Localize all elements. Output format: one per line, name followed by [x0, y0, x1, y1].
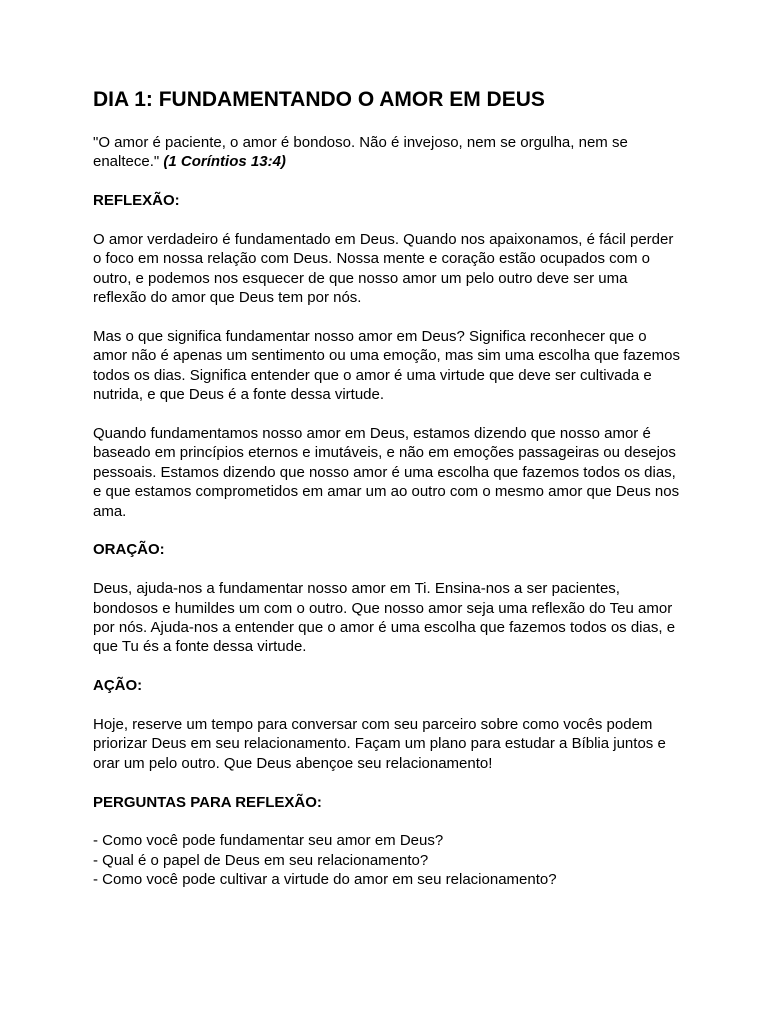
question-item-3: - Como você pode cultivar a virtude do amor em seu relacionamento?: [93, 871, 557, 889]
bible-verse: [93, 133, 683, 172]
action-heading: AÇÃO:: [93, 677, 143, 695]
reflection-heading: REFLEXÃO:: [93, 192, 180, 210]
question-item-2: - Qual é o papel de Deus em seu relacionamento?: [93, 851, 429, 869]
document-page: [93, 86, 683, 890]
reflection-paragraph-3: Quando fundamentamos nosso amor em Deus, estamos dizendo que nosso amor é baseado em princípios eternos e imutáveis, e não em emoções passageiras ou desejos pessoais. Estamos dizendo que nosso amor é uma escolha que fazemos todos os dias, e que estamos comprometidos em amar um ao outro com o mesmo amor que Deus nos ama.: [93, 425, 680, 520]
verse-text: "O amor é paciente, o amor é bondoso. Não é invejoso, nem se orgulha, nem se enaltece.": [93, 134, 628, 171]
prayer-text: Deus, ajuda-nos a fundamentar nosso amor em Ti. Ensina-nos a ser pacientes, bondosos e humildes um com o outro. Que nosso amor seja uma reflexão do Teu amor por nós. Ajuda-nos a entender que o amor é uma escolha que fazemos todos os dias, e que Tu és a fonte dessa virtude.: [93, 580, 676, 656]
questions-heading: PERGUNTAS PARA REFLEXÃO:: [93, 793, 322, 811]
reflection-paragraph-1: O amor verdadeiro é fundamentado em Deus. Quando nos apaixonamos, é fácil perder o foco em nossa relação com Deus. Nossa mente e coração estão ocupados com o outro, e podemos nos esquecer de que nosso amor um pelo outro deve ser uma reflexão do amor que Deus tem por nós.: [93, 231, 674, 307]
question-item-1: - Como você pode fundamentar seu amor em Deus?: [93, 832, 444, 850]
verse-reference: (1 Coríntios 13:4): [163, 153, 286, 171]
page-title: DIA 1: FUNDAMENTANDO O AMOR EM DEUS: [93, 88, 545, 111]
prayer-heading: ORAÇÃO:: [93, 541, 165, 559]
questions-list: [93, 831, 683, 889]
reflection-paragraph-2: Mas o que significa fundamentar nosso amor em Deus? Significa reconhecer que o amor não é apenas um sentimento ou uma emoção, mas sim uma escolha que fazemos todos os dias. Significa entender que o amor é uma virtude que deve ser cultivada e nutrida, e que Deus é a fonte dessa virtude.: [93, 328, 680, 404]
action-text: Hoje, reserve um tempo para conversar com seu parceiro sobre como vocês podem priorizar Deus em seu relacionamento. Façam um plano para estudar a Bíblia juntos e orar um pelo outro. Que Deus abençoe seu relacionamento!: [93, 716, 666, 772]
